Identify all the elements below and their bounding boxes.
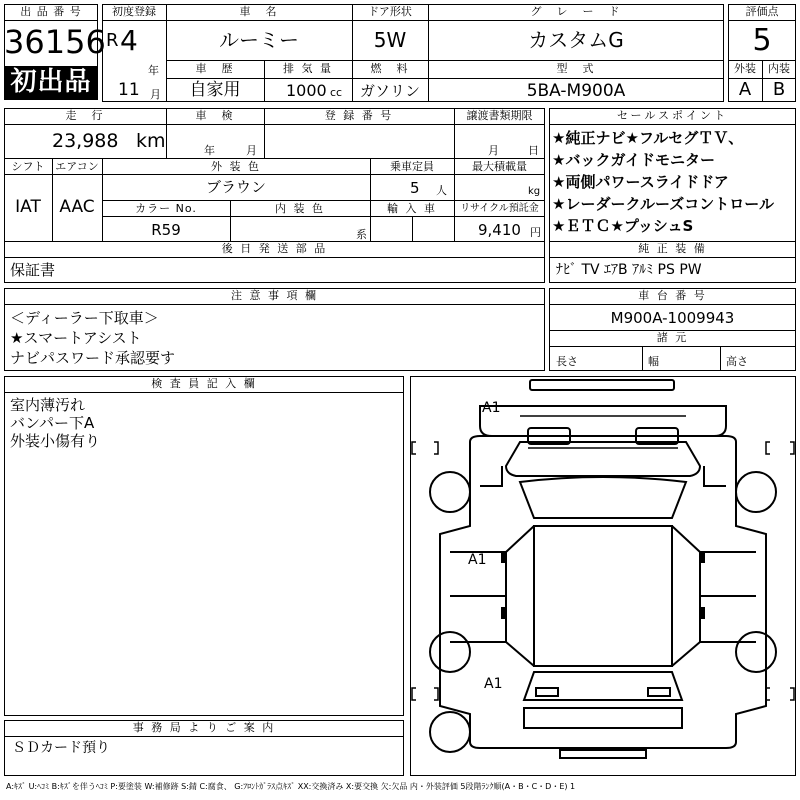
sales-point: ★純正ナビ★フルセグＴＶ、	[552, 129, 744, 147]
spec-height-label: 高さ	[726, 355, 748, 368]
lot-number: 36156	[4, 23, 106, 61]
spec-width-label: 幅	[648, 355, 659, 368]
exterior-color: ブラウン	[205, 178, 266, 196]
ac-header: エアコン	[55, 160, 99, 173]
inspector-line: 外装小傷有り	[10, 432, 101, 450]
first-reg-year: 4	[120, 24, 138, 57]
recycle-header: リサイクル預託金	[460, 203, 539, 214]
door-header: ドア形状	[368, 5, 412, 18]
note-line: ナビパスワード承認要す	[10, 349, 176, 367]
color-no-header: カラー No.	[135, 202, 197, 215]
mileage-header: 走 行	[65, 109, 105, 122]
first-reg-month: 11	[118, 80, 140, 100]
inspection-header: 車 検	[195, 109, 235, 122]
sales-point: ★両側パワースライドドア	[552, 173, 729, 191]
grade-header: グ レ ー ド	[530, 5, 622, 18]
interior-color-header: 内 装 色	[275, 202, 325, 215]
plate-header: 登 録 番 号	[324, 109, 394, 122]
spec-length-label: 長さ	[556, 355, 578, 368]
sales-point: ★レーダークルーズコントロール	[552, 195, 774, 213]
history: 自家用	[189, 80, 241, 100]
capacity-unit: 人	[436, 184, 447, 197]
notes-header: 注 意 事 項 欄	[231, 289, 318, 302]
exterior-color-header: 外 装 色	[211, 160, 261, 173]
recycle-fee: 9,410	[478, 221, 521, 239]
month-unit: 月	[150, 88, 161, 101]
interior-grade-header: 内装	[768, 62, 790, 75]
transfer-header: 譲渡書類期限	[466, 109, 533, 122]
inspector-line: 室内薄汚れ	[10, 396, 86, 414]
office-header: 事 務 局 よ り ご 案 内	[132, 721, 276, 734]
exterior-grade-header: 外装	[734, 62, 756, 75]
inspector-line: バンパー下A	[10, 414, 95, 432]
lot-number-header: 出 品 番 号	[20, 5, 82, 18]
inspection-month-unit: 月	[246, 144, 257, 157]
transfer-month-unit: 月	[488, 144, 499, 157]
score: 5	[752, 23, 772, 58]
damage-mark: A1	[468, 552, 487, 568]
fuel-header: 燃 料	[370, 62, 410, 75]
transfer-day-unit: 日	[528, 144, 539, 157]
history-header: 車 歴	[195, 62, 235, 75]
model-code: 5BA-M900A	[526, 81, 626, 101]
score-header: 評価点	[745, 5, 779, 18]
interior-color-suffix: 系	[356, 228, 367, 241]
door-type: 5W	[373, 28, 407, 52]
equipment: ﾅﾋﾞ TV ｴｱB ｱﾙﾐ PS PW	[556, 262, 702, 278]
chassis-header: 車 台 番 号	[638, 289, 707, 302]
import-header: 輸 入 車	[387, 202, 437, 215]
car-name-header: 車 名	[239, 5, 279, 18]
chassis-number: M900A-1009943	[610, 309, 735, 327]
note-line: ★スマートアシスト	[10, 329, 142, 347]
era: R	[106, 30, 119, 51]
sales-point: ★ＥＴＣ★プッシュS	[552, 217, 694, 235]
damage-mark: A1	[484, 676, 503, 692]
sales-point: ★バックガイドモニター	[552, 151, 715, 169]
mileage-unit: km	[136, 130, 166, 152]
grade: カスタムG	[528, 28, 624, 52]
first-listing-label: 初出品	[10, 67, 92, 97]
specs-header: 諸 元	[656, 331, 689, 344]
inspection-year-unit: 年	[204, 144, 215, 157]
legend: A:ｷｽﾞ U:ﾍｺﾐ B:ｷｽﾞを伴うﾍｺﾐ P:要塗装 W:補修跡 S:錆 C:腐食、 G:ﾌﾛﾝﾄｶﾞﾗｽ点ｷｽﾞ XX:交換済み X:要交換 欠:欠品 内・外装評価 5段階ﾗﾝｸ順(A・B・C・D・E) 1	[6, 782, 576, 791]
inspector-header: 検 査 員 記 入 欄	[151, 377, 257, 390]
max-load-header: 最大積載量	[472, 160, 527, 173]
damage-mark: A1	[482, 400, 501, 416]
displacement-header: 排 気 量	[283, 62, 333, 75]
exterior-grade: A	[738, 79, 752, 100]
fuel: ガソリン	[359, 82, 420, 100]
mileage: 23,988	[52, 130, 119, 152]
car-body-diagram	[410, 376, 796, 776]
first-reg-header: 初度登録	[112, 5, 156, 18]
max-load-unit: kg	[528, 186, 541, 197]
displacement: 1000	[286, 81, 327, 100]
recycle-unit: 円	[530, 226, 541, 239]
color-no: R59	[151, 221, 181, 239]
note-line: ＜ディーラー下取車＞	[10, 309, 159, 327]
car-name: ルーミー	[219, 28, 299, 52]
shift: IAT	[15, 197, 41, 217]
interior-grade: B	[772, 79, 786, 100]
air-conditioner: AAC	[59, 197, 95, 217]
equipment-header: 純 正 装 備	[638, 242, 707, 255]
year-unit: 年	[148, 64, 159, 77]
later-parts-header: 後 日 発 送 部 品	[221, 242, 328, 255]
sales-points-header: セールスポイント	[616, 109, 728, 122]
later-parts: 保証書	[10, 261, 56, 279]
displacement-unit: cc	[330, 86, 343, 99]
capacity-header: 乗車定員	[390, 160, 434, 173]
model-header: 型 式	[556, 62, 596, 75]
shift-header: シフト	[11, 160, 45, 173]
capacity: 5	[410, 179, 420, 197]
office-note: ＳＤカード預り	[12, 740, 110, 756]
